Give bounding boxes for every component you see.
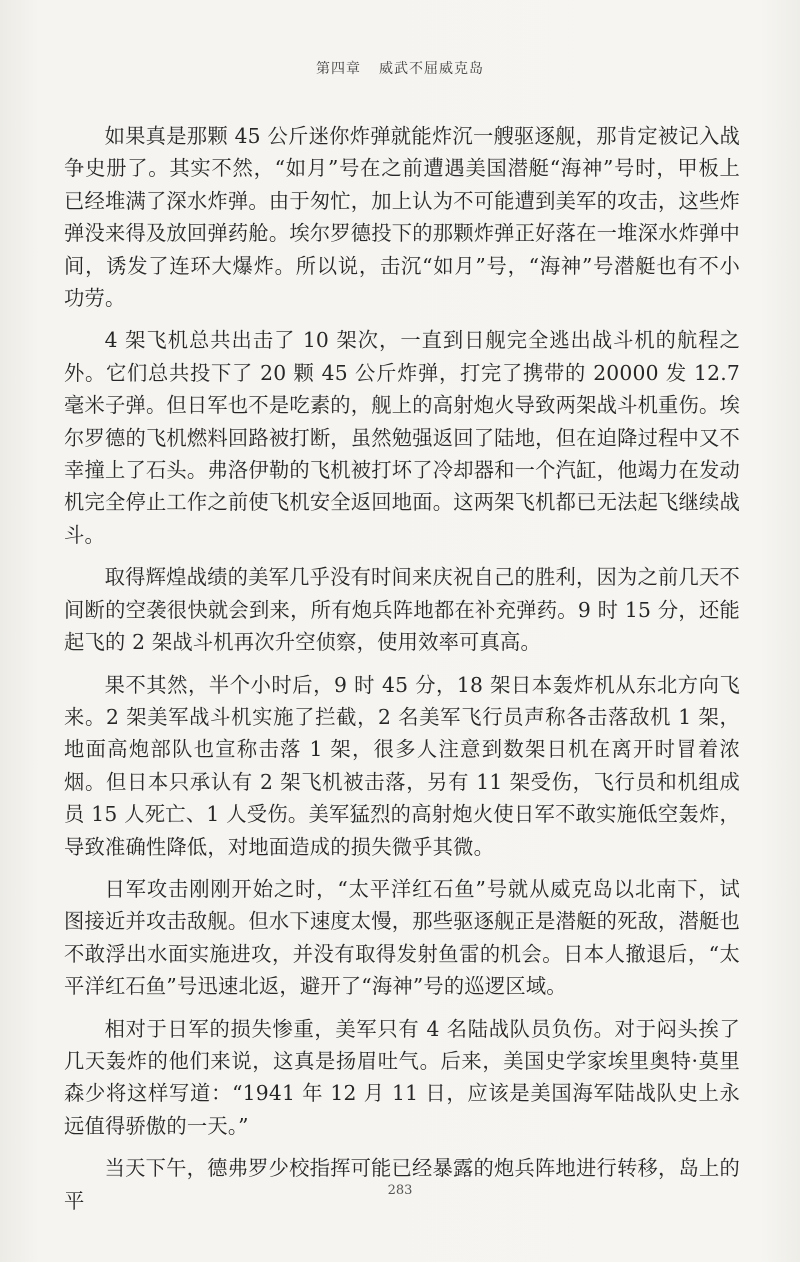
paragraph-4: 果不其然，半个小时后，9 时 45 分，18 架日本轰炸机从东北方向飞来。2 架美军战斗机实施了拦截，2 名美军飞行员声称各击落敌机 1 架，地面高炮部队也宣称击落 1 架，很多人注意到数架日机在离开时冒着浓烟。但日本只承认有 2 架飞机被击落，另有 11 架受伤，飞行员和机组成员 15 人死亡、1 人受伤。美军猛烈的高射炮火使日军不敢实施低空轰炸，导致准确性降低，对地面造成的损失微乎其微。 xyxy=(64,672,740,859)
running-head xyxy=(0,58,800,78)
paragraph-6: 相对于日军的损失惨重，美军只有 4 名陆战队员负伤。对于闷头挨了几天轰炸的他们来说，这真是扬眉吐气。后来，美国史学家埃里奥特·莫里森少将这样写道：“1941 年 12 月 11 日，应该是美国海军陆战队史上永远值得骄傲的一天。” xyxy=(64,1016,740,1138)
paragraph-5: 日军攻击刚刚开始之时，“太平洋红石鱼”号就从威克岛以北南下，试图接近并攻击敌舰。但水下速度太慢，那些驱逐舰正是潜艇的死敌，潜艇也不敢浮出水面实施进攻，并没有取得发射鱼雷的机会。日本人撤退后，“太平洋红石鱼”号迅速北返，避开了“海神”号的巡逻区域。 xyxy=(64,876,740,999)
page-number: 283 xyxy=(387,1183,413,1198)
chapter-title: 威武不屈威克岛 xyxy=(379,61,484,77)
paragraph-1: 如果真是那颗 45 公斤迷你炸弹就能炸沉一艘驱逐舰，那肯定被记入战争史册了。其实不然，“如月”号在之前遭遇美国潜艇“海神”号时，甲板上已经堆满了深水炸弹。由于匆忙，加上认为不可能遭到美军的攻击，这些炸弹没来得及放回弹药舱。埃尔罗德投下的那颗炸弹正好落在一堆深水炸弹中间，诱发了连环大爆炸。所以说，击沉“如月”号，“海神”号潜艇也有不小功劳。 xyxy=(64,124,740,311)
chapter-number: 第四章 xyxy=(316,61,361,77)
paragraph-7: 当天下午，德弗罗少校指挥可能已经暴露的炮兵阵地进行转移，岛上的平 xyxy=(64,1156,740,1213)
paragraph-3: 取得辉煌战绩的美军几乎没有时间来庆祝自己的胜利，因为之前几天不间断的空袭很快就会到来，所有炮兵阵地都在补充弹药。9 时 15 分，还能起飞的 2 架战斗机再次升空侦察，使用效率可真高。 xyxy=(64,565,740,655)
paragraph-2: 4 架飞机总共出击了 10 架次，一直到日舰完全逃出战斗机的航程之外。它们总共投下了 20 颗 45 公斤炸弹，打完了携带的 20000 发 12.7 毫米子弹。但日军也不是吃素的，舰上的高射炮火导致两架战斗机重伤。埃尔罗德的飞机燃料回路被打断，虽然勉强返回了陆地，但在迫降过程中又不幸撞上了石头。弗洛伊勒的飞机被打坏了冷却器和一个汽缸，他竭力在发动机完全停止工作之前使飞机安全返回地面。这两架飞机都已无法起飞继续战斗。 xyxy=(64,328,740,547)
body-text xyxy=(64,120,740,1227)
